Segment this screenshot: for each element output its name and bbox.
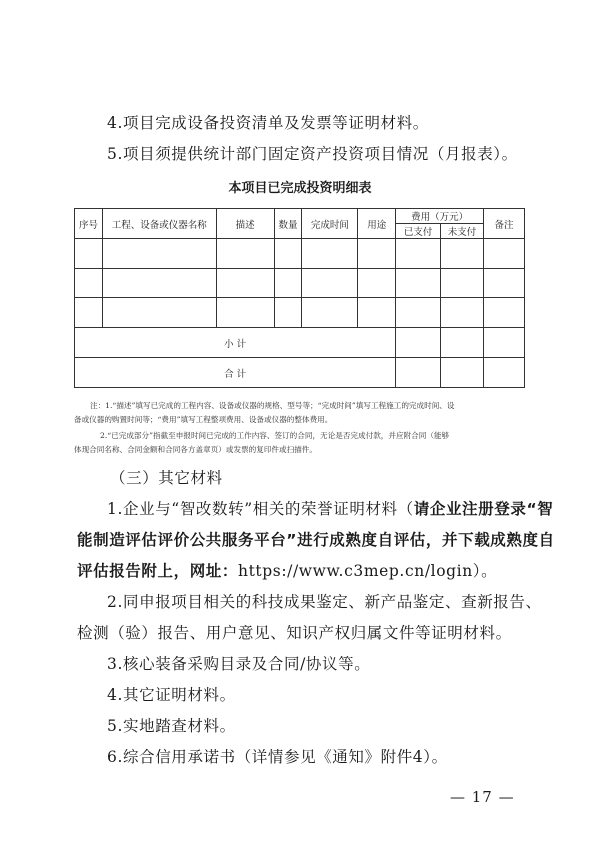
investment-detail-table: [74, 208, 525, 388]
header-use: 用途: [358, 209, 396, 239]
header-name: 工程、设备或仪器名称: [102, 209, 216, 239]
item-4-other-text: 4.其它证明材料。: [107, 686, 236, 704]
header-cost: 费用（万元）: [396, 209, 484, 224]
item-2-line-1: 2.同申报项目相关的科技成果鉴定、新产品鉴定、查新报告、: [107, 593, 542, 611]
header-unpaid: 未支付: [441, 224, 484, 239]
item-1-line-1: [107, 497, 553, 519]
table-row: [75, 298, 525, 328]
subtotal-label: 小 计: [75, 328, 396, 358]
item-1-intro: 1.企业与“智改数转”相关的荣誉证明材料（: [107, 500, 414, 518]
header-time: 完成时间: [302, 209, 358, 239]
item-6-text: 6.综合信用承诺书（详情参见《通知》附件4）。: [107, 748, 448, 766]
header-paid: 已支付: [396, 224, 441, 239]
total-row: [75, 358, 525, 388]
item-1-line-2: 能制造评估评价公共服务平台”进行成熟度自评估，并下载成熟度自: [77, 531, 555, 549]
item-3-text: 3.核心装备采购目录及合同/协议等。: [107, 655, 371, 673]
note-line: 体现合同名称、合同金额和合同各方盖章页）或发票的复印件或扫描件。: [74, 445, 317, 454]
section-3-heading: （三）其它材料: [110, 469, 223, 487]
item-5-text: 5.项目须提供统计部门固定资产投资项目情况（月报表）。: [107, 145, 518, 163]
header-qty: 数量: [274, 209, 302, 239]
table-row: [75, 269, 525, 298]
header-remark: 备注: [484, 209, 525, 239]
item-1-url-label: 评估报告附上，网址：: [77, 562, 239, 580]
note-line: 备或仪器的购置时间等；“费用”填写工程整项费用、设备或仪器的整体费用。: [74, 415, 333, 424]
item-2-line-2: 检测（验）报告、用户意见、知识产权归属文件等证明材料。: [77, 624, 512, 642]
item-1-emphasis: 请企业注册登录“智: [413, 500, 554, 518]
item-1-line-3: [77, 559, 497, 581]
page-number: — 17 —: [450, 788, 515, 806]
subtotal-row: [75, 328, 525, 358]
table-notes: [74, 399, 534, 457]
item-4-text: 4.项目完成设备投资清单及发票等证明材料。: [107, 114, 429, 132]
note-line: 注：1.“描述”填写已完成的工程内容、设备或仪器的规格、型号等；“完成时间”填写工程施工的完成时间、设: [90, 401, 455, 410]
item-1-end: ）。: [472, 562, 498, 580]
header-seq: 序号: [75, 209, 103, 239]
item-5-site-text: 5.实地踏查材料。: [107, 717, 236, 735]
header-desc: 描述: [216, 209, 274, 239]
table-title: 本项目已完成投资明细表: [228, 181, 372, 196]
item-1-url-link[interactable]: https://www.c3mep.cn/login: [238, 562, 473, 580]
table-header-row: [75, 209, 525, 224]
total-label: 合 计: [75, 358, 396, 388]
note-line: 2.“已完成部分”指截至申报时间已完成的工作内容、签订的合同，无论是否完成付款，并应附合同（能够: [100, 431, 450, 440]
table-row: [75, 239, 525, 269]
